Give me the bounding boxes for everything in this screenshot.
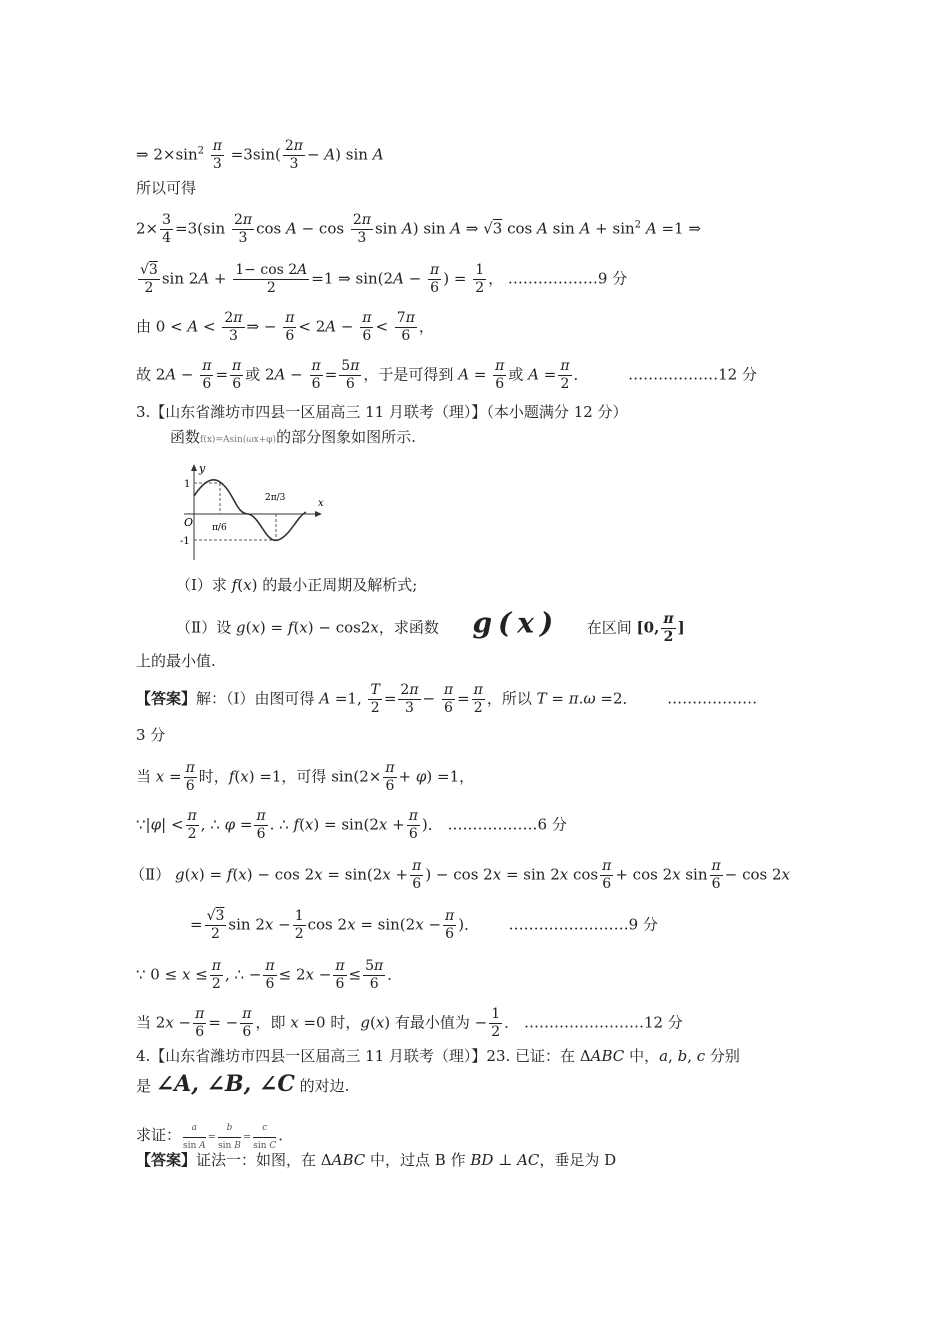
q3-function: 函数f(x)=Asin(ωx+φ)的部分图象如图所示.: [170, 428, 416, 446]
line-6: 故 2A − $\frac{\pi}{6}$ = $\frac{\pi}{6}$ 或 2A − $\frac{\pi}{6}$ = $\frac{5\pi}{6}$ ，于是可得到 A = $\frac{\pi}{6}$ 或 A = $\frac{\pi}{2}$ ． ………………12 分: [136, 358, 757, 392]
q3-part-i: （Ⅰ）求 f(x) 的最小正周期及解析式;: [176, 576, 418, 594]
score-9b: ……………………9 分: [508, 915, 658, 934]
q4-line-2: 是 ∠A, ∠B, ∠C 的对边.: [136, 1071, 350, 1097]
sine-graph: [172, 460, 332, 570]
answer-line-7: 当 2x − $\frac{\pi}{6}$ = − $\frac{\pi}{6}$ ，即 x =0 时，g(x) 有最小值为 − $\frac{1}{2}$ ． ……………………12 分: [136, 1006, 683, 1040]
axis-y-label: y: [199, 462, 206, 475]
score-9: ………………9 分: [507, 269, 628, 288]
score-3: 3 分: [136, 726, 166, 744]
line-3: 2× $\frac{3}{4}$ =3(sin $\frac{2\pi}{3}$ cos A − cos $\frac{2\pi}{3}$ sin A) sin A ⇒ √3 cos A $\sin A + \sin^2 A =1$ ⇒: [136, 212, 701, 246]
answer-line-3: ∵|φ| < $\frac{\pi}{2}$ , ∴ φ = $\frac{\pi}{6}$ . ∴ f(x) = sin(2x + $\frac{\pi}{6}$ )． ………………6 分: [136, 808, 567, 842]
q3-part-ii: （Ⅱ）设 g(x) = f(x) − cos2x，求函数 g(x) 在区间 [0, $\frac{\pi}{2}$ ]: [176, 606, 685, 645]
tick-neg1: -1: [180, 536, 190, 547]
q4-prove: 求证： $\frac{a}{\text{sin A}}$ = $\frac{b}{\text{sin B}}$ = $\frac{c}{\text{sin C}}$ ．: [136, 1120, 293, 1155]
origin-label: O: [184, 516, 194, 529]
line-2: 所以可得: [136, 179, 197, 197]
q3-function-formula: f(x)=Asin(ωx+φ): [200, 435, 277, 445]
q4-answer: 【答案】证法一：如图，在 ΔABC 中，过点 B 作 BD ⊥ AC，垂足为 D: [136, 1151, 617, 1169]
answer-dots: ………………: [667, 689, 758, 708]
q4-title: 4.【山东省潍坊市四县一区届高三 11 月联考（理）】23. 已证：在 ΔABC 中，a, b, c 分别: [136, 1047, 740, 1065]
answer-line-4: （Ⅱ） g(x) = f(x) − cos 2x = sin(2x + $\frac{\pi}{6}$ ) − cos 2x = sin 2x cos $\frac{\pi}{6}$ + cos 2x sin $\frac{\pi}{6}$ − cos 2x: [130, 858, 790, 892]
score-6: ………………6 分: [447, 815, 567, 834]
axis-x-label: x: [318, 498, 324, 509]
tick-1: 1: [184, 479, 191, 490]
score-12: ………………12 分: [628, 365, 757, 384]
tick-pi6: π/6: [212, 523, 227, 533]
answer-line-2: 当 x = $\frac{\pi}{6}$ 时，f(x) =1，可得 sin(2× $\frac{\pi}{6}$ + φ) =1，: [136, 760, 475, 794]
q3-title: 3.【山东省潍坊市四县一区届高三 11 月联考（理）】（本小题满分 12 分）: [136, 403, 628, 421]
answer-line-5: = $\frac{√3}{2}$ sin 2x − $\frac{1}{2}$ cos 2x = sin(2x − $\frac{\pi}{6}$ )． ……………………9 分: [190, 908, 658, 942]
q3-part-ii-cont: 上的最小值.: [136, 652, 216, 670]
line-4: $\frac{√3}{2}$ sin 2A + $\frac{1- \cos 2A}{2}$ =1 ⇒ sin(2A − $\frac{\pi}{6}$ ) = $\frac{1}{2}$ ， ………………9 分: [140, 262, 628, 296]
tick-2pi3: 2π/3: [265, 493, 286, 503]
answer-line-6: ∵ 0 ≤ x ≤ $\frac{\pi}{2}$ , ∴ − $\frac{\pi}{6}$ ≤ 2x − $\frac{\pi}{6}$ ≤ $\frac{5\pi}{6}$ ．: [136, 958, 403, 992]
g-x-big: g(x): [472, 606, 560, 640]
line-1: ⇒ $2\times\sin^2$ $\frac{\pi}{3}$ =3sin( $\frac{2\pi}{3}$ − A) sin A: [136, 138, 384, 172]
line-5: 由 0 < A < $\frac{2\pi}{3}$ ⇒ − $\frac{\pi}{6}$ < 2A − $\frac{\pi}{6}$ < $\frac{7\pi}{6}$ ，: [136, 310, 434, 344]
score-12b: ……………………12 分: [523, 1013, 683, 1032]
sine-curve: [194, 480, 306, 541]
answer-line-1: 【答案】解：（Ⅰ）由图可得 A =1, $\frac{T}{2}$ = $\frac{2\pi}{3}$ − $\frac{\pi}{6}$ = $\frac{\pi}{2}$ ，所以 T = π.ω =2． ………………: [136, 682, 758, 716]
